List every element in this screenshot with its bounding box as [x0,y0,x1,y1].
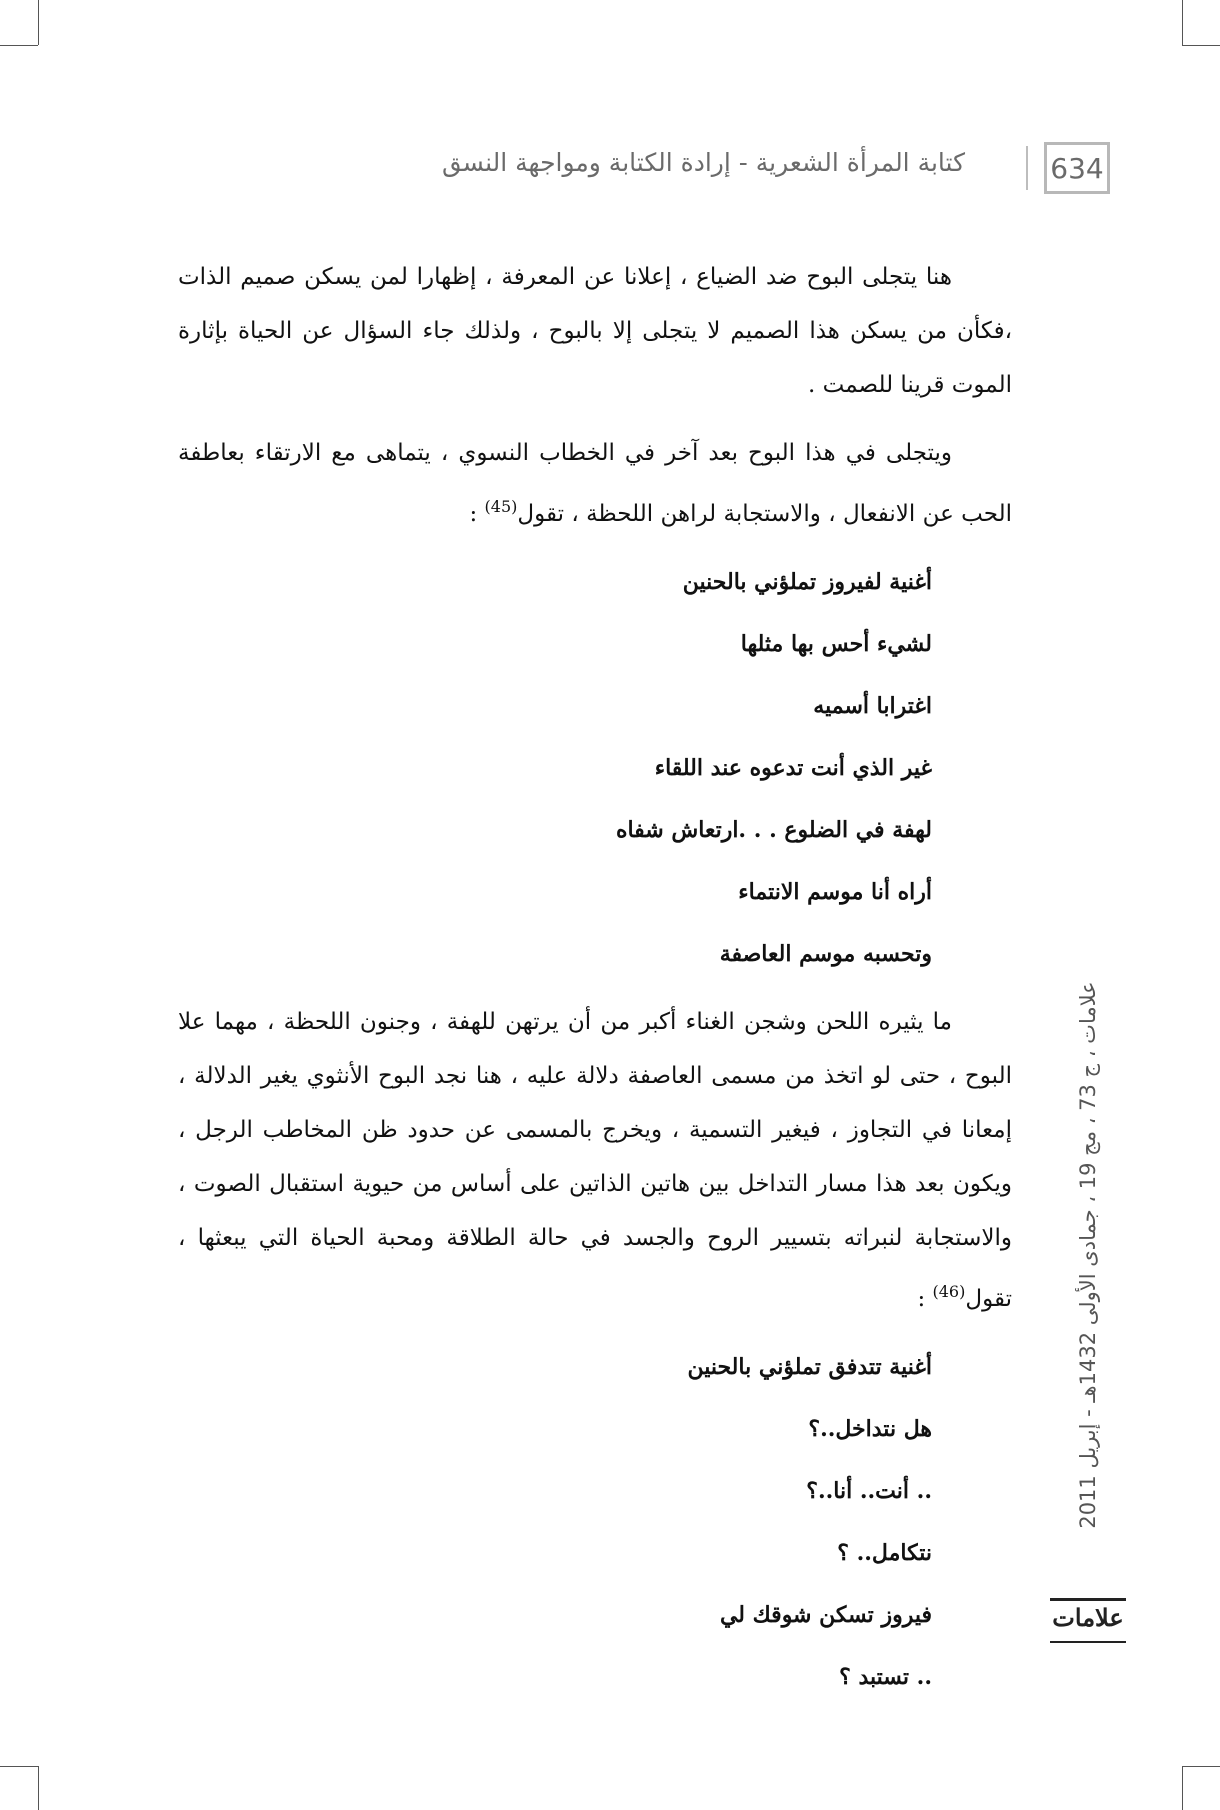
poem-line: أراه أنا موسم الانتماء [738,879,932,905]
header-title: كتابة المرأة الشعرية - إرادة الكتابة ومواجهة النسق [441,148,965,177]
poem-line: لشيء أحس بها مثلها [740,631,932,657]
poem-line: فيروز تسكن شوقك لي [719,1602,932,1628]
poem-line: وتحسبه موسم العاصفة [719,941,932,967]
article-body [178,250,1012,1718]
crop-mark [1182,45,1220,46]
journal-logo: علامات [1050,1598,1126,1643]
crop-mark [1182,1766,1183,1810]
journal-info-sidebar [1060,955,1116,1555]
poem-line: أغنية تتدفق تملؤني بالحنين [687,1354,932,1380]
poem-line: .. تستبد ؟ [839,1664,932,1690]
paragraph-2-colon: : [469,501,478,527]
page-number: 634 [1044,142,1110,194]
footnote-ref-46: (46) [932,1282,966,1301]
paragraph-3-text: ما يثيره اللحن وشجن الغناء أكبر من أن يرتهن للهفة ، وجنون اللحظة ، مهما علا البوح ، حتى لو اتخذ من مسمى العاصفة دلالة عليه ، هنا نجد البوح الأنثوي يغير الدلالة ، إمعانا في التجاوز ، فيغير التسمية ، ويخرج بالمسمى عن حدود ظن المخاطب الرجل ، ويكون بعد هذا مسار التداخل بين هاتين الذاتين على أساس من حيوية استقبال الصوت ، والاستجابة لنبراته بتسيير الروح والجسد في حالة الطلاقة ومحبة الحياة التي يبعثها ، تقول [178,1009,1012,1312]
crop-mark [38,1766,39,1810]
poem-line: أغنية لفيروز تملؤني بالحنين [682,569,932,595]
poem-line: لهفة في الضلوع . . .ارتعاش شفاه [615,817,932,843]
poem-line: هل نتداخل..؟ [808,1416,932,1442]
journal-citation: علامات ، ج 73 ، مج 19 ، جمادى الأولى 1432هـ - إبريل 2011 [1076,981,1100,1529]
footnote-ref-45: (45) [484,497,518,516]
crop-mark [38,0,39,45]
crop-mark [0,1766,38,1767]
poem-line: نتكامل.. ؟ [837,1540,932,1566]
poem-excerpt-2 [178,1336,1012,1708]
paragraph-1: هنا يتجلى البوح ضد الضياع ، إعلانا عن المعرفة ، إظهارا لمن يسكن صميم الذات ،فكأن من يسكن هذا الصميم لا يتجلى إلا بالبوح ، ولذلك جاء السؤال عن الحياة بإثارة الموت قرينا للصمت . [178,264,1012,398]
crop-mark [1182,1766,1220,1767]
header-divider [1026,146,1028,190]
poem-line: غير الذي أنت تدعوه عند اللقاء [654,755,932,781]
crop-mark [0,45,38,46]
paragraph-3-colon: : [917,1286,926,1312]
paragraph-2 [178,426,1012,541]
paragraph-3 [178,995,1012,1326]
crop-mark [1182,0,1183,45]
poem-line: اغترابا أسميه [813,693,932,719]
poem-line: .. أنت.. أنا..؟ [806,1478,932,1504]
running-header [340,142,1110,206]
poem-excerpt-1 [178,551,1012,985]
paragraph-2-text: ويتجلى في هذا البوح بعد آخر في الخطاب النسوي ، يتماهى مع الارتقاء بعاطفة الحب عن الانفعال ، والاستجابة لراهن اللحظة ، تقول [178,440,1012,527]
